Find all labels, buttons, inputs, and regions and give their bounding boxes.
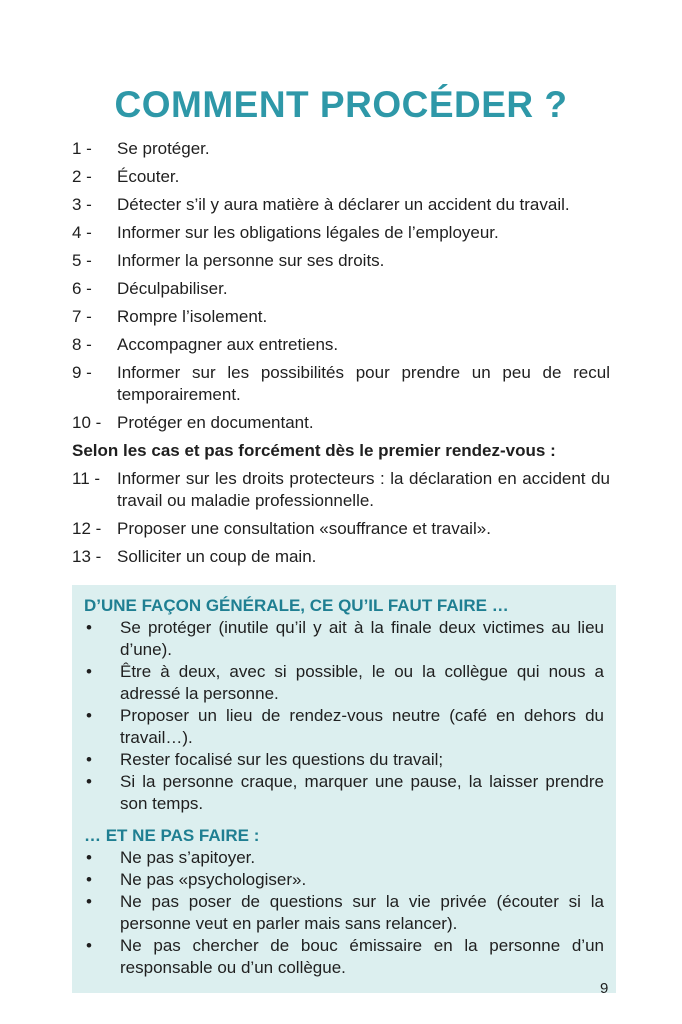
step-text: Informer la personne sur ses droits. [117,251,385,270]
bullet-icon: • [86,848,92,867]
do-heading: D’UNE FAÇON GÉNÉRALE, CE QU’IL FAUT FAIRE … [84,596,509,615]
list-item [84,891,604,935]
step-text: Se protéger. [117,139,210,158]
bullet-text: Ne pas «psychologiser». [120,870,307,889]
list-item [84,749,604,771]
list-item [72,278,610,300]
step-number: 9 - [72,363,92,382]
bullet-icon: • [86,870,92,889]
list-item [72,306,610,328]
list-item [72,412,610,434]
list-item [72,546,610,568]
bullet-text: Proposer un lieu de rendez-vous neutre (café en dehors du travail…). [120,706,604,747]
bullet-icon: • [86,772,92,791]
step-text: Accompagner aux entretiens. [117,335,339,354]
list-item [72,194,610,216]
list-item [72,334,610,356]
bullet-icon: • [86,618,92,637]
bullet-text: Ne pas s’apitoyer. [120,848,256,867]
list-item [72,222,610,244]
bullet-icon: • [86,706,92,725]
list-item [84,935,604,979]
step-text: Rompre l’isolement. [117,307,268,326]
bullet-icon: • [86,750,92,769]
step-text: Protéger en documentant. [117,413,314,432]
steps-list [72,138,610,574]
list-item [72,518,610,540]
step-text: Informer sur les possibilités pour prendre un peu de recul temporairement. [117,363,610,404]
step-text: Écouter. [117,167,180,186]
step-number: 2 - [72,167,92,186]
list-item [84,869,604,891]
step-number: 4 - [72,223,92,242]
step-number: 6 - [72,279,92,298]
step-number: 11 - [72,469,101,488]
step-number: 8 - [72,335,92,354]
bullet-text: Ne pas chercher de bouc émissaire en la personne d’un responsable ou d’un collègue. [120,936,604,977]
step-number: 13 - [72,547,102,566]
list-item [72,250,610,272]
step-text: Informer sur les obligations légales de l’employeur. [117,223,499,242]
bullet-text: Ne pas poser de questions sur la vie privée (écouter si la personne veut en parler mais sans relancer). [120,892,604,933]
step-number: 7 - [72,307,92,326]
do-list [84,617,604,815]
page-title: COMMENT PROCÉDER ? [114,84,568,125]
list-item [84,661,604,705]
bullet-text: Se protéger (inutile qu’il y ait à la finale deux victimes au lieu d’une). [120,618,604,659]
step-text: Déculpabiliser. [117,279,228,298]
dont-list [84,847,604,979]
list-item [72,362,610,406]
bullet-text: Être à deux, avec si possible, le ou la collègue qui nous a adressé la personne. [120,662,604,703]
advice-box [72,585,616,993]
step-text: Détecter s’il y aura matière à déclarer un accident du travail. [117,195,570,214]
list-item [84,847,604,869]
list-item [84,705,604,749]
step-text: Solliciter un coup de main. [117,547,317,566]
section-subheading: Selon les cas et pas forcément dès le premier rendez-vous : [72,441,556,460]
list-item [84,617,604,661]
step-text: Informer sur les droits protecteurs : la déclaration en accident du travail ou maladie professionnelle. [117,469,610,510]
list-item [72,166,610,188]
bullet-icon: • [86,892,92,911]
dont-heading: … ET NE PAS FAIRE : [84,826,260,845]
step-number: 12 - [72,519,102,538]
bullet-icon: • [86,662,92,681]
step-number: 10 - [72,413,102,432]
list-item [72,468,610,512]
bullet-icon: • [86,936,92,955]
step-text: Proposer une consultation «souffrance et travail». [117,519,491,538]
step-number: 1 - [72,139,92,158]
page-number: 9 [600,980,609,997]
step-number: 5 - [72,251,92,270]
list-item [84,771,604,815]
step-number: 3 - [72,195,92,214]
bullet-text: Rester focalisé sur les questions du travail; [120,750,444,769]
bullet-text: Si la personne craque, marquer une pause, la laisser prendre son temps. [120,772,604,813]
list-item [72,138,610,160]
